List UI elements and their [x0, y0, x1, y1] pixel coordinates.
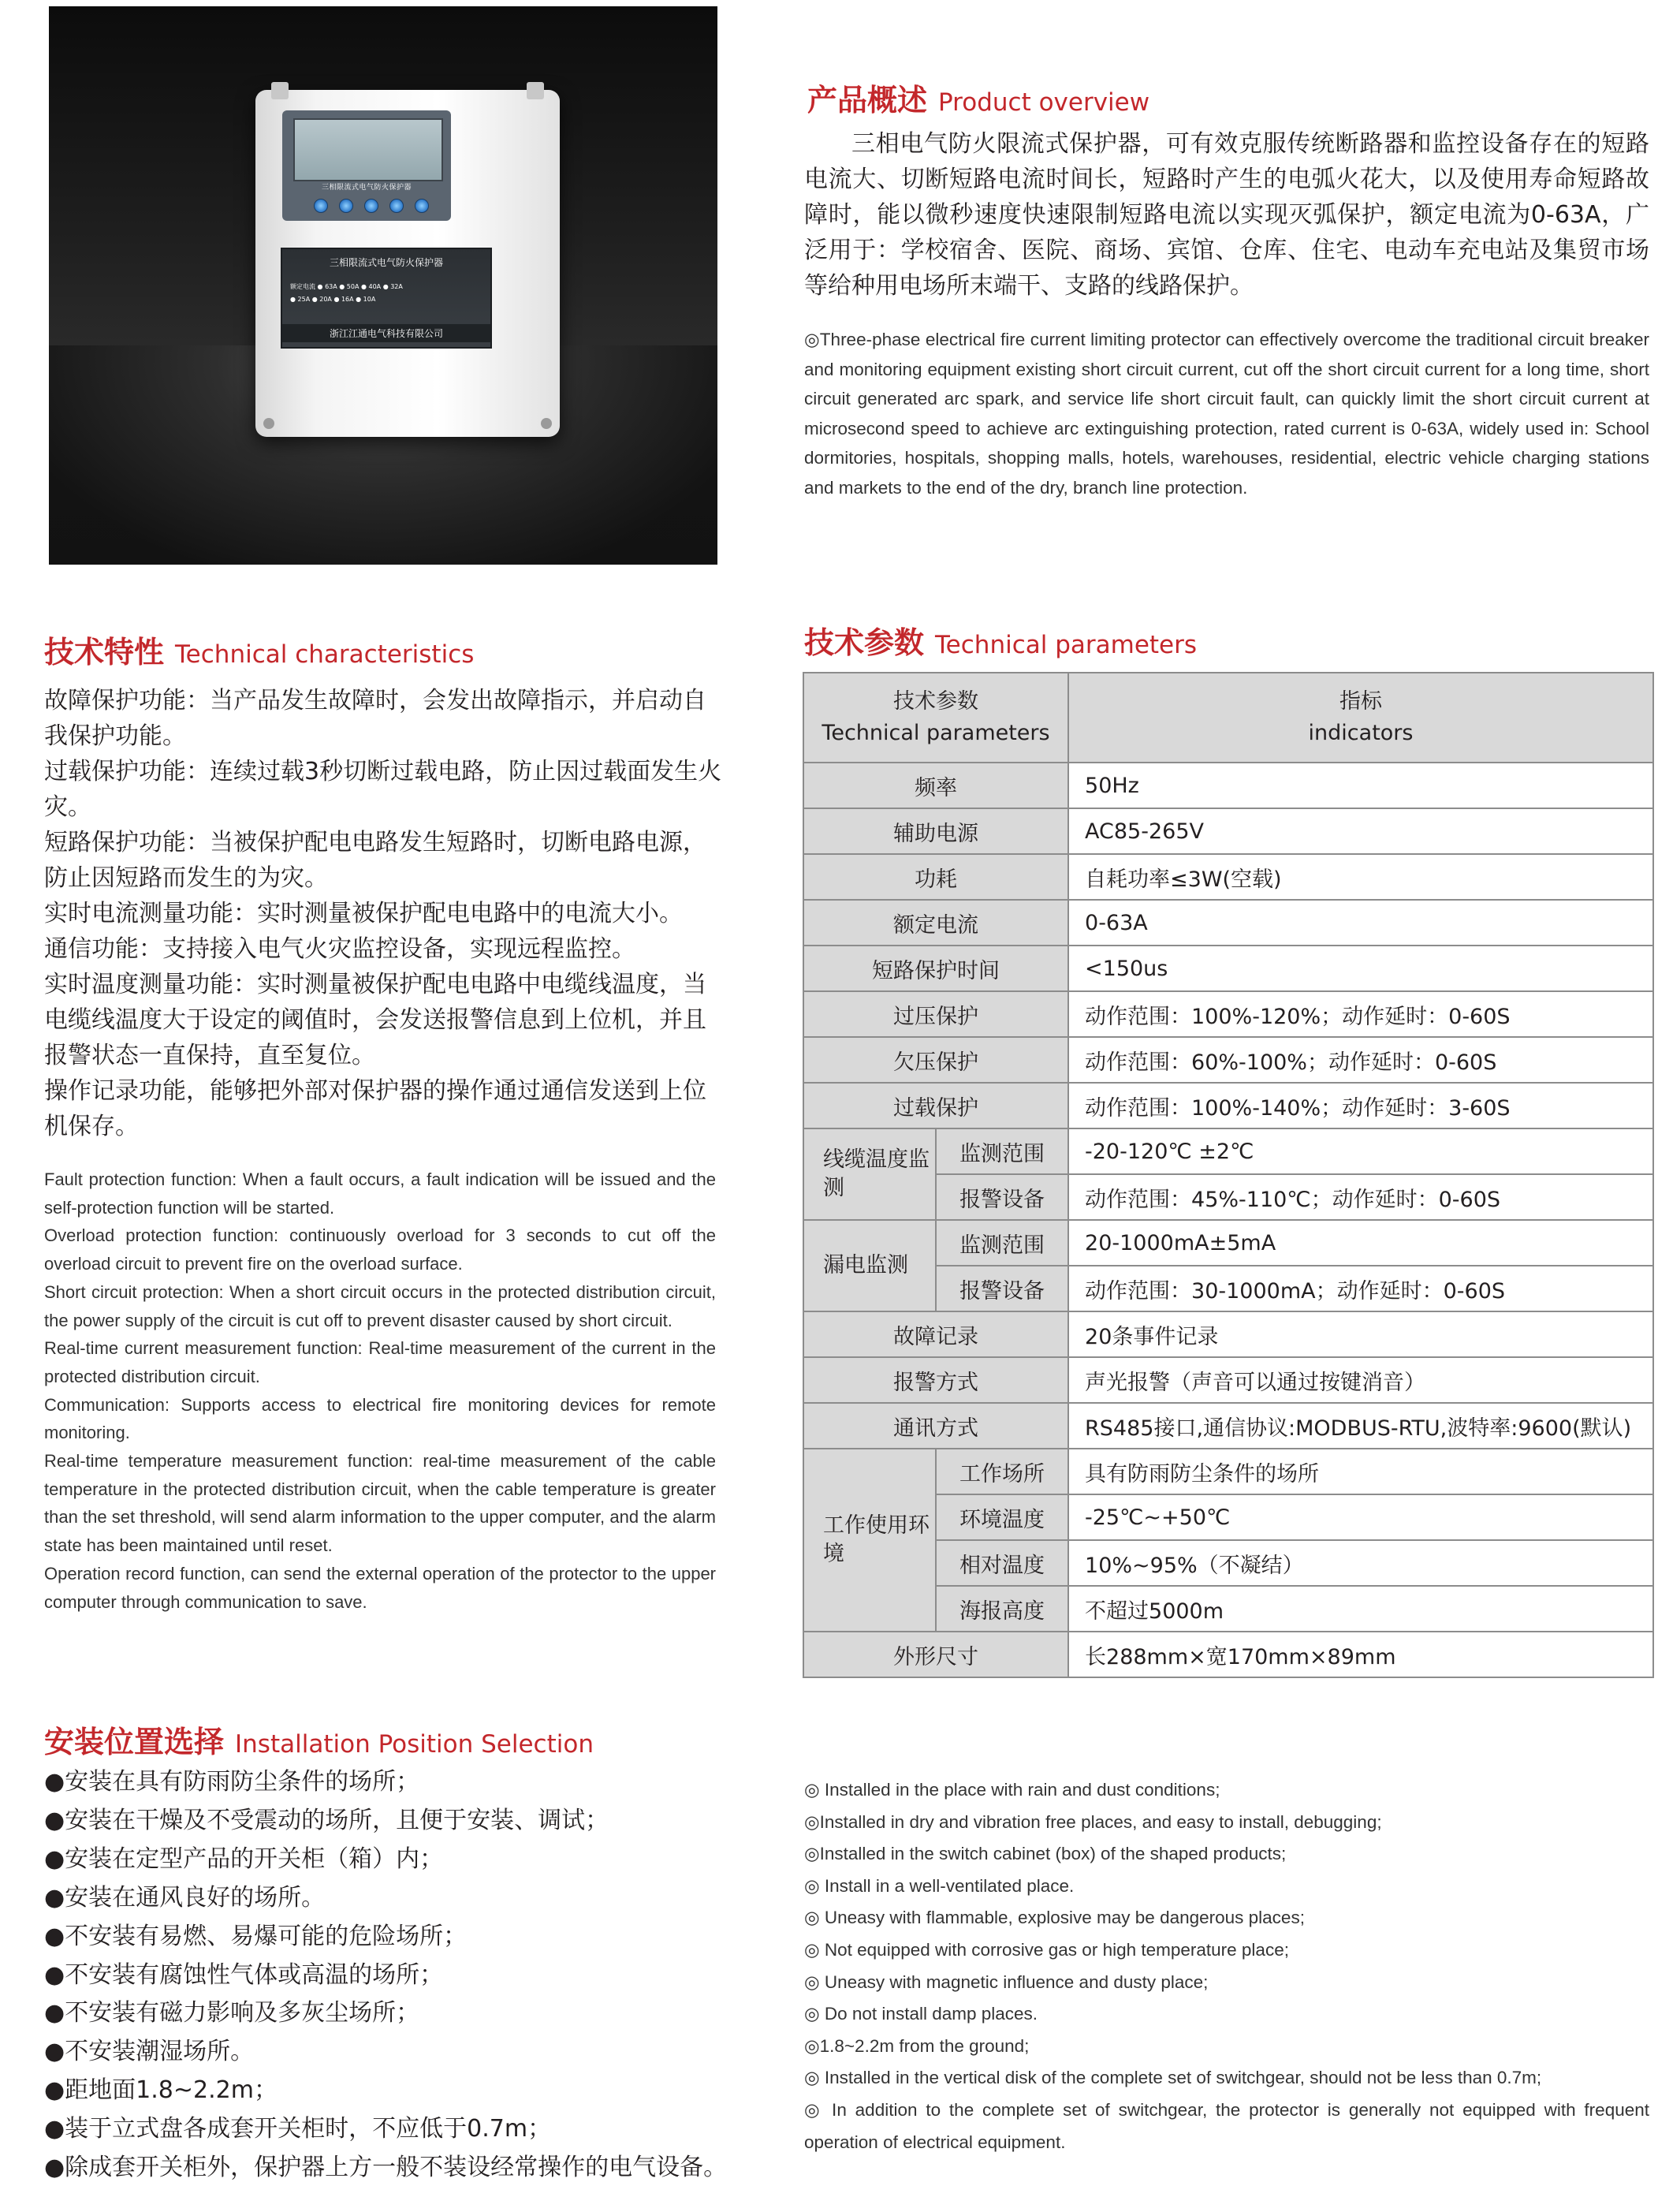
install-list-en [804, 1774, 1649, 2158]
install-item: ●不安装潮湿场所。 [44, 2038, 255, 2066]
tech-params-table [803, 672, 1654, 1678]
row-label: 辅助电源 [803, 808, 1068, 854]
table-row [803, 946, 1653, 991]
tech-char-item: 通信功能：支持接入电气火灾监控设备，实现远程监控。 [44, 935, 635, 963]
header-param-en: Technical parameters [822, 721, 1050, 745]
device-model-label: 三相限流式电气防火保护器 [321, 184, 412, 192]
row-value: 声光报警（声音可以通过按键消音） [1068, 1357, 1653, 1403]
install-list-zh [44, 1763, 738, 2188]
nameplate-title: 三相限流式电气防火保护器 [329, 257, 443, 268]
install-item-en: ◎Installed in dry and vibration free places, and easy to install, debugging; [804, 1811, 1382, 1832]
table-row [803, 854, 1653, 900]
row-value: 20-1000mA±5mA [1068, 1220, 1653, 1266]
overview-title-zh: 产品概述 [807, 83, 928, 118]
device-button-icon [314, 199, 328, 213]
row-label: 过载保护 [803, 1083, 1068, 1128]
row-label: 短路保护时间 [803, 946, 1068, 991]
row-sublabel: 监测范围 [936, 1128, 1068, 1174]
tech-char-item: 实时温度测量功能：实时测量被保护配电电路中电缆线温度，当电缆线温度大于设定的阈值时，会发送报警信息到上位机，并且报警状态一直保持，直至复位。 [44, 971, 706, 1069]
row-sublabel: 报警设备 [936, 1174, 1068, 1220]
install-item: ●除成套开关柜外，保护器上方一般不装设经常操作的电气设备。 [44, 2154, 728, 2182]
row-value: 动作范围：30-1000mA；动作延时：0-60S [1068, 1266, 1653, 1311]
nameplate-company: 浙江江通电气科技有限公司 [282, 324, 490, 342]
tech-char-item-en: Real-time current measurement function: Real-time measurement of the current in the protected distribution circuit. [44, 1338, 716, 1386]
nameplate-rating-row: 额定电流 ● 63A ● 50A ● 40A ● 32A [290, 283, 403, 290]
table-row [803, 1311, 1653, 1357]
row-label: 功耗 [803, 854, 1068, 900]
table-row [803, 1037, 1653, 1083]
table-row [803, 763, 1653, 808]
row-label: 频率 [803, 763, 1068, 808]
install-item: ●不安装有腐蚀性气体或高温的场所； [44, 1960, 444, 1989]
table-row [803, 1128, 1653, 1174]
row-value: 动作范围：45%-110℃；动作延时：0-60S [1068, 1174, 1653, 1220]
tech-char-item-en: Operation record function, can send the external operation of the protector to the upper computer through communication to save. [44, 1563, 716, 1612]
row-label: 额定电流 [803, 900, 1068, 946]
tech-char-item-en: Communication: Supports access to electrical fire monitoring devices for remote monitoring. [44, 1394, 716, 1443]
tech-char-item-en: Real-time temperature measurement function: real-time measurement of the cable temperature in the protected distribution circuit, when the cable temperature is greater than the set threshold, will send alarm information to the upper computer, and the alarm state has been maintained until reset. [44, 1451, 716, 1556]
tech-char-list-en [44, 1166, 716, 1616]
row-sublabel: 监测范围 [936, 1220, 1068, 1266]
row-value: 自耗功率≤3W(空载) [1068, 854, 1653, 900]
overview-body-zh: 三相电气防火限流式保护器，可有效克服传统断路器和监控设备存在的短路电流大、切断短路电流时间长，短路时产生的电弧火花大，以及使用寿命短路故障时，能以微秒速度快速限制短路电流以实现灭弧保护，额定电流为0-63A，广泛用于：学校宿舍、医院、商场、宾馆、仓库、住宅、电动车充电站及集贸市场等给种用电场所末端干、支路的线路保护。 [804, 130, 1649, 300]
row-value: 10%~95%（不凝结） [1068, 1540, 1653, 1586]
device-button-icon [339, 199, 353, 213]
device-button-icon [364, 199, 378, 213]
header-indicator-en: indicators [1308, 721, 1414, 745]
row-label: 外形尺寸 [803, 1632, 1068, 1677]
tech-char-item: 故障保护功能：当产品发生故障时，会发出故障指示，并启动自我保护功能。 [44, 687, 706, 750]
install-item-en: ◎ Uneasy with flammable, explosive may be dangerous places; [804, 1908, 1305, 1928]
row-value: <150us [1068, 946, 1653, 991]
install-item-en: ◎ Install in a well-ventilated place. [804, 1875, 1075, 1896]
tech-char-heading [44, 628, 474, 671]
install-item: ●安装在干燥及不受震动的场所，且便于安装、调试； [44, 1806, 609, 1834]
screw-icon [541, 418, 552, 429]
row-group-label: 线缆温度监测 [803, 1128, 936, 1220]
header-param [803, 673, 1068, 763]
tech-char-item-en: Overload protection function: continuously overload for 3 seconds to cut off the overload circuit to prevent fire on the overload surface. [44, 1225, 716, 1274]
row-value: 动作范围：60%-100%；动作延时：0-60S [1068, 1037, 1653, 1083]
table-row [803, 1220, 1653, 1266]
table-row [803, 1403, 1653, 1449]
nameplate-ratings [290, 281, 482, 306]
tech-char-item: 操作记录功能，能够把外部对保护器的操作通过通信发送到上位机保存。 [44, 1077, 706, 1140]
tech-char-title-zh: 技术特性 [44, 635, 165, 670]
row-value: RS485接口,通信协议:MODBUS-RTU,波特率:9600(默认) [1068, 1403, 1653, 1449]
install-item-en: ◎ Do not install damp places. [804, 2004, 1038, 2024]
install-item: ●安装在定型产品的开关柜（箱）内； [44, 1845, 444, 1873]
device-ear-right [527, 82, 544, 99]
tech-char-item-en: Fault protection function: When a fault occurs, a fault indication will be issued and the self-protection function will be started. [44, 1169, 716, 1218]
device-button-icon [415, 199, 429, 213]
tech-char-item-en: Short circuit protection: When a short circuit occurs in the protected distribution circuit, the power supply of the circuit is cut off to prevent disaster caused by short circuit. [44, 1281, 716, 1330]
install-item-en: ◎ Not equipped with corrosive gas or high temperature place; [804, 1939, 1289, 1960]
row-value: 长288mm×宽170mm×89mm [1068, 1632, 1653, 1677]
install-item: ●装于立式盘各成套开关柜时，不应低于0.7m； [44, 2115, 552, 2143]
install-title-zh: 安装位置选择 [44, 1725, 225, 1759]
overview-title-en: Product overview [938, 88, 1150, 117]
row-value: 动作范围：100%-120%；动作延时：0-60S [1068, 991, 1653, 1037]
row-label: 故障记录 [803, 1311, 1068, 1357]
table-row [803, 1449, 1653, 1494]
nameplate-rating-row: ● 25A ● 20A ● 16A ● 10A [290, 296, 376, 303]
row-value: 不超过5000m [1068, 1586, 1653, 1632]
row-sublabel: 环境温度 [936, 1494, 1068, 1540]
install-item-en: ◎ Uneasy with magnetic influence and dusty place; [804, 1971, 1209, 1992]
row-group-label: 工作使用环境 [803, 1449, 936, 1632]
tech-params-heading [804, 618, 1197, 662]
table-row [803, 1632, 1653, 1677]
row-value: 50Hz [1068, 763, 1653, 808]
tech-char-list-zh [44, 683, 722, 1144]
row-value: -25℃~+50℃ [1068, 1494, 1653, 1540]
table-row [803, 1357, 1653, 1403]
row-sublabel: 报警设备 [936, 1266, 1068, 1311]
device-button-icon [389, 199, 404, 213]
device-display-panel [282, 110, 451, 221]
install-item-en: ◎Installed in the switch cabinet (box) of the shaped products; [804, 1844, 1287, 1864]
device-ear-left [271, 82, 289, 99]
install-item: ●安装在通风良好的场所。 [44, 1883, 326, 1912]
install-item: ●安装在具有防雨防尘条件的场所； [44, 1768, 420, 1796]
device-nameplate [281, 248, 492, 349]
tech-char-item: 实时电流测量功能：实时测量被保护配电电路中的电流大小。 [44, 900, 683, 927]
table-row [803, 900, 1653, 946]
row-sublabel: 相对温度 [936, 1540, 1068, 1586]
row-value: 动作范围：100%-140%；动作延时：3-60S [1068, 1083, 1653, 1128]
install-item-en: ◎ In addition to the complete set of switchgear, the protector is generally not equipped with frequent operation of electrical equipment. [804, 2099, 1649, 2152]
table-header-row [803, 673, 1653, 763]
install-item-en: ◎ Installed in the vertical disk of the complete set of switchgear, should not be less than 0.7m; [804, 2068, 1542, 2088]
table-row [803, 808, 1653, 854]
row-value: 具有防雨防尘条件的场所 [1068, 1449, 1653, 1494]
screw-icon [263, 418, 274, 429]
row-value: AC85-265V [1068, 808, 1653, 854]
install-item-en: ◎1.8~2.2m from the ground; [804, 2035, 1030, 2056]
tech-char-title-en: Technical characteristics [175, 640, 475, 669]
header-indicator [1068, 673, 1653, 763]
tech-params-title-zh: 技术参数 [804, 625, 925, 660]
install-item: ●不安装有磁力影响及多灰尘场所； [44, 1999, 420, 2027]
row-label: 报警方式 [803, 1357, 1068, 1403]
header-indicator-zh: 指标 [1339, 689, 1383, 714]
row-label: 过压保护 [803, 991, 1068, 1037]
row-sublabel: 工作场所 [936, 1449, 1068, 1494]
install-item: ●距地面1.8~2.2m； [44, 2076, 278, 2105]
device-lcd [293, 118, 443, 181]
install-title-en: Installation Position Selection [235, 1730, 594, 1759]
table-row [803, 1083, 1653, 1128]
table-row [803, 991, 1653, 1037]
overview-body-en: ◎Three-phase electrical fire current limiting protector can effectively overcome the traditional circuit breaker and monitoring equipment existing short circuit current, cut off the short circuit current for a long time, short circuit generated arc spark, and service life short circuit fault, can quickly limit the short circuit current at microsecond speed to achieve arc extinguishing protection, rated current is 0-63A, widely used in: School dormitories, hospitals, shopping malls, hotels, warehouses, residential, electric vehicle charging stations and markets to the end of the dry, branch line protection. [804, 330, 1649, 498]
install-heading [44, 1718, 594, 1761]
install-item: ●不安装有易燃、易爆可能的危险场所； [44, 1922, 468, 1950]
tech-params-title-en: Technical parameters [935, 631, 1198, 659]
install-item-en: ◎ Installed in the place with rain and dust conditions; [804, 1780, 1220, 1800]
row-sublabel: 海报高度 [936, 1586, 1068, 1632]
tech-char-item: 过载保护功能：连续过载3秒切断过载电路，防止因过载面发生火灾。 [44, 758, 722, 821]
protector-device [255, 90, 560, 437]
row-value: -20-120℃ ±2℃ [1068, 1128, 1653, 1174]
row-label: 通讯方式 [803, 1403, 1068, 1449]
overview-heading [807, 76, 1149, 119]
row-value: 0-63A [1068, 900, 1653, 946]
product-photo [49, 6, 717, 565]
row-label: 欠压保护 [803, 1037, 1068, 1083]
row-value: 20条事件记录 [1068, 1311, 1653, 1357]
row-group-label: 漏电监测 [803, 1220, 936, 1311]
tech-char-item: 短路保护功能：当被保护配电电路发生短路时，切断电路电源，防止因短路而发生的为灾。 [44, 829, 706, 892]
header-param-zh: 技术参数 [893, 689, 978, 714]
